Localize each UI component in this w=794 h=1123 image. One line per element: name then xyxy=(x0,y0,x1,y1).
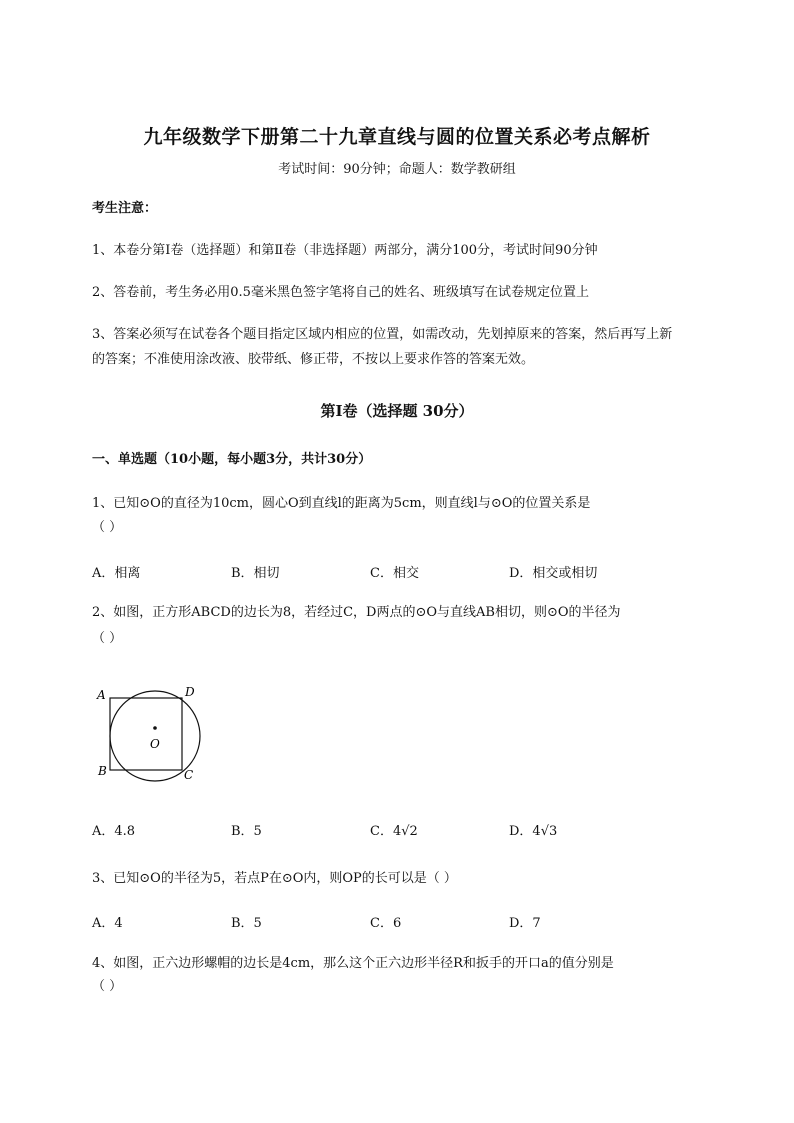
notice-item-1: 1、本卷分第Ⅰ卷（选择题）和第Ⅱ卷（非选择题）两部分，满分100分，考试时间90分钟 xyxy=(92,243,598,258)
square-abcd xyxy=(110,698,182,770)
label-a: A xyxy=(97,688,106,702)
question-1-option-b: B．相切 xyxy=(231,566,280,581)
question-2-stem: 2、如图，正方形ABCD的边长为8，若经过C，D两点的⊙O与直线AB相切，则⊙O的半径为 xyxy=(92,605,621,620)
question-1-option-a: A．相离 xyxy=(92,566,141,581)
label-d: D xyxy=(185,685,195,699)
part1-title: 第Ⅰ卷（选择题 30分） xyxy=(320,402,474,420)
page-subtitle: 考试时间：90分钟；命题人：数学教研组 xyxy=(278,162,516,177)
question-3-option-d: D．7 xyxy=(509,916,541,931)
question-2-option-a: A．4.8 xyxy=(92,824,136,839)
question-3-stem: 3、已知⊙O的半径为5，若点P在⊙O内，则OP的长可以是（ ） xyxy=(92,871,457,886)
question-3-option-b: B．5 xyxy=(231,916,262,931)
question-2-paren: （ ） xyxy=(92,631,123,646)
question-2-option-d: D．4√3 xyxy=(509,824,558,839)
question-3-option-a: A．4 xyxy=(92,916,123,931)
question-3-option-c: C．6 xyxy=(370,916,402,931)
question-2-option-c: C．4√2 xyxy=(370,824,418,839)
label-c: C xyxy=(184,768,194,782)
question-1-option-c: C．相交 xyxy=(370,566,419,581)
label-o: O xyxy=(150,737,160,751)
notice-item-2: 2、答卷前，考生务必用0.5毫米黑色签字笔将自己的姓名、班级填写在试卷规定位置上 xyxy=(92,285,589,300)
notice-item-3: 3、答案必须写在试卷各个题目指定区域内相应的位置，如需改动，先划掉原来的答案，然后再写上新 xyxy=(92,327,673,342)
center-point xyxy=(153,726,157,730)
page-title: 九年级数学下册第二十九章直线与圆的位置关系必考点解析 xyxy=(143,126,651,148)
label-b: B xyxy=(98,764,107,778)
question-1-stem: 1、已知⊙O的直径为10cm，圆心O到直线l的距离为5cm，则直线l与⊙O的位置关系是 xyxy=(92,496,591,511)
notice-heading: 考生注意： xyxy=(92,201,158,216)
question-1-option-d: D．相交或相切 xyxy=(509,566,598,581)
section-heading: 一、单选题（10小题，每小题3分，共计30分） xyxy=(92,452,372,467)
question-2-option-b: B．5 xyxy=(231,824,262,839)
question-4-paren: （ ） xyxy=(92,979,123,994)
notice-item-3-continued: 的答案；不准使用涂改液、胶带纸、修正带，不按以上要求作答的答案无效。 xyxy=(92,352,535,367)
square-circle-figure xyxy=(88,680,218,785)
question-4-stem: 4、如图，正六边形螺帽的边长是4cm，那么这个正六边形半径R和扳手的开口a的值分别是 xyxy=(92,956,614,971)
question-1-paren: （ ） xyxy=(92,520,123,535)
